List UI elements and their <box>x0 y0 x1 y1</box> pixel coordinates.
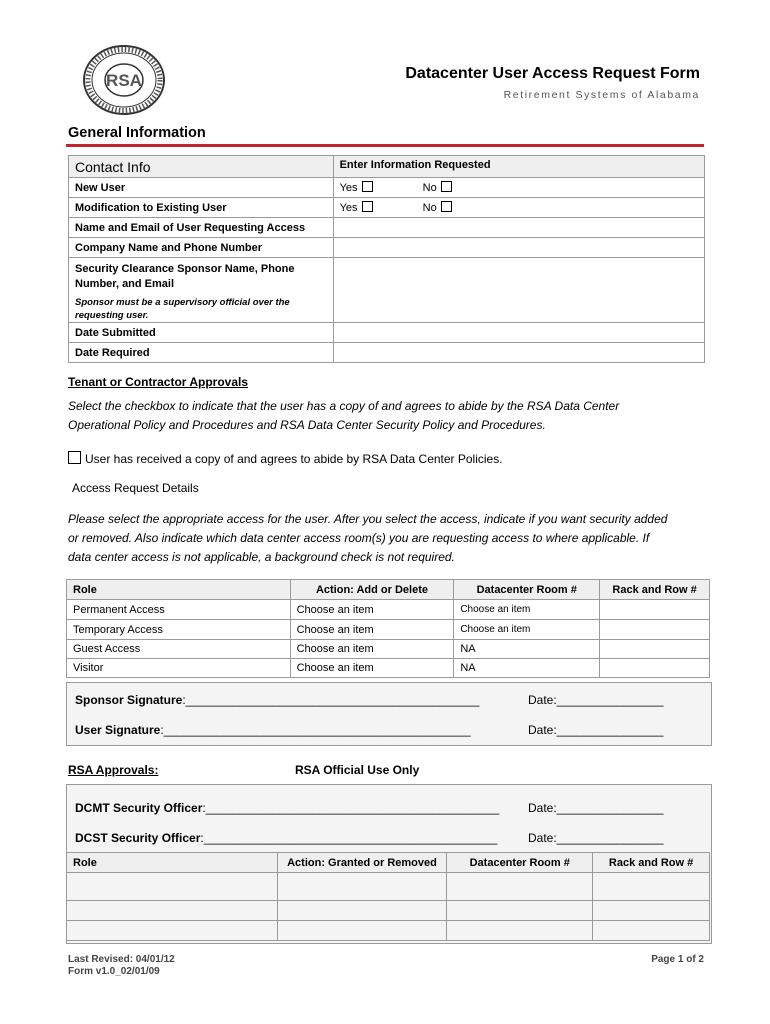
action-dropdown[interactable]: Choose an item <box>290 640 454 659</box>
tenant-approvals-heading: Tenant or Contractor Approvals <box>68 375 249 389</box>
access-request-details-label: Access Request Details <box>72 481 199 495</box>
rsa-action-field[interactable] <box>277 901 447 921</box>
form-version: Form v1.0_02/01/09 <box>68 966 160 977</box>
role-header: Role <box>67 580 291 600</box>
dcmt-date-line[interactable]: Date:________________ <box>528 801 664 815</box>
dcmt-signature-line[interactable]: :____________________________________________ <box>202 801 500 815</box>
action-header: Action: Add or Delete <box>290 580 454 600</box>
access-para-line2: or removed. Also indicate which data center access room(s) you are requesting access to where applicable. If <box>68 531 650 545</box>
dcst-date-line[interactable]: Date:________________ <box>528 831 664 845</box>
user-signature-label: User Signature <box>75 723 161 737</box>
rack-row-field[interactable] <box>600 600 710 620</box>
rsa-rack-row-field[interactable] <box>593 901 710 921</box>
rack-row-field[interactable] <box>600 640 710 659</box>
modification-yes-checkbox[interactable] <box>362 201 373 212</box>
last-revised: Last Revised: 04/01/12 <box>68 954 175 965</box>
role-cell: Permanent Access <box>67 600 291 620</box>
company-field[interactable] <box>333 238 704 258</box>
no-label: No <box>422 182 437 194</box>
new-user-no-checkbox[interactable] <box>441 181 452 192</box>
dcst-signature-row <box>75 831 497 845</box>
rsa-room-header: Datacenter Room # <box>447 853 593 873</box>
date-required-label: Date Required <box>69 343 334 363</box>
yes-label: Yes <box>339 202 358 214</box>
role-cell: Temporary Access <box>67 620 291 640</box>
access-para-line3: data center access is not applicable, a background check is not required. <box>68 550 455 564</box>
dcst-signature-line[interactable]: :____________________________________________ <box>200 831 498 845</box>
rsa-approval-table <box>66 852 710 941</box>
rsa-action-field[interactable] <box>277 873 447 901</box>
rsa-official-use-heading: RSA Official Use Only <box>295 763 420 777</box>
sponsor-label: Security Clearance Sponsor Name, Phone Number, and Email <box>75 263 295 290</box>
tenant-para1-line2: Operational Policy and Procedures and RSA Data Center Security Policy and Procedures. <box>68 418 546 432</box>
rsa-role-field[interactable] <box>67 921 278 941</box>
new-user-yes-checkbox[interactable] <box>362 181 373 192</box>
sponsor-note: Sponsor must be a supervisory official over the requesting user. <box>75 297 290 321</box>
yes-label: Yes <box>339 182 358 194</box>
rsa-action-header: Action: Granted or Removed <box>277 853 447 873</box>
rsa-role-header: Role <box>67 853 278 873</box>
rsa-role-field[interactable] <box>67 901 278 921</box>
policy-checkbox-row <box>68 451 503 466</box>
date-submitted-label: Date Submitted <box>69 323 334 343</box>
user-signature-line[interactable]: :______________________________________________ <box>160 723 471 737</box>
policy-checkbox[interactable] <box>68 451 81 464</box>
signature-box <box>66 682 712 746</box>
room-dropdown[interactable]: Choose an item <box>454 600 600 620</box>
user-date-line[interactable]: Date:________________ <box>528 723 664 737</box>
rack-row-field[interactable] <box>600 620 710 640</box>
room-value: NA <box>454 659 600 678</box>
rsa-rack-row-field[interactable] <box>593 921 710 941</box>
access-para-line1: Please select the appropriate access for the user. After you select the access, indicate if you want security added <box>68 512 668 526</box>
new-user-label: New User <box>69 178 334 198</box>
sponsor-signature-label: Sponsor Signature <box>75 693 183 707</box>
rsa-action-field[interactable] <box>277 921 447 941</box>
name-email-label: Name and Email of User Requesting Access <box>69 218 334 238</box>
action-dropdown[interactable]: Choose an item <box>290 600 454 620</box>
policy-checkbox-label: User has received a copy of and agrees to abide by RSA Data Center Policies. <box>85 452 503 466</box>
form-subtitle: Retirement Systems of Alabama <box>503 89 700 101</box>
modification-field <box>333 198 704 218</box>
user-signature-row <box>75 723 471 737</box>
contact-info-table <box>68 155 705 363</box>
svg-text:RSA: RSA <box>106 71 142 90</box>
rsa-room-field[interactable] <box>447 901 593 921</box>
rsa-seal-logo <box>82 44 166 116</box>
table-row <box>67 921 710 941</box>
role-cell: Visitor <box>67 659 291 678</box>
general-information-heading: General Information <box>68 125 206 141</box>
role-cell: Guest Access <box>67 640 291 659</box>
modification-label: Modification to Existing User <box>69 198 334 218</box>
action-dropdown[interactable]: Choose an item <box>290 659 454 678</box>
action-dropdown[interactable]: Choose an item <box>290 620 454 640</box>
company-label: Company Name and Phone Number <box>69 238 334 258</box>
room-dropdown[interactable]: Choose an item <box>454 620 600 640</box>
page-number: Page 1 of 2 <box>651 954 704 965</box>
enter-information-header: Enter Information Requested <box>333 156 704 178</box>
table-row <box>67 901 710 921</box>
rsa-room-field[interactable] <box>447 921 593 941</box>
new-user-field <box>333 178 704 198</box>
name-email-field[interactable] <box>333 218 704 238</box>
sponsor-date-line[interactable]: Date:________________ <box>528 693 664 707</box>
contact-info-header: Contact Info <box>69 156 334 178</box>
sponsor-field[interactable] <box>333 258 704 323</box>
red-divider <box>66 144 704 147</box>
sponsor-cell <box>69 258 334 323</box>
dcmt-label: DCMT Security Officer <box>75 801 203 815</box>
modification-no-checkbox[interactable] <box>441 201 452 212</box>
form-title: Datacenter User Access Request Form <box>405 65 700 82</box>
no-label: No <box>422 202 437 214</box>
access-request-table <box>66 579 710 678</box>
date-submitted-field[interactable] <box>333 323 704 343</box>
table-row <box>67 873 710 901</box>
tenant-para1-line1: Select the checkbox to indicate that the user has a copy of and agrees to abide by the RSA Data Center <box>68 399 620 413</box>
room-value: NA <box>454 640 600 659</box>
rack-row-field[interactable] <box>600 659 710 678</box>
rsa-rack-row-field[interactable] <box>593 873 710 901</box>
rsa-rack-row-header: Rack and Row # <box>593 853 710 873</box>
rsa-approvals-heading: RSA Approvals: <box>68 763 159 777</box>
rsa-role-field[interactable] <box>67 873 278 901</box>
rack-row-header: Rack and Row # <box>600 580 710 600</box>
date-required-field[interactable] <box>333 343 704 363</box>
dcmt-signature-row <box>75 801 499 815</box>
dcst-label: DCST Security Officer <box>75 831 201 845</box>
rsa-room-field[interactable] <box>447 873 593 901</box>
footer-left <box>68 954 175 978</box>
sponsor-signature-row <box>75 693 479 707</box>
room-header: Datacenter Room # <box>454 580 600 600</box>
sponsor-signature-line[interactable]: :____________________________________________ <box>182 693 480 707</box>
